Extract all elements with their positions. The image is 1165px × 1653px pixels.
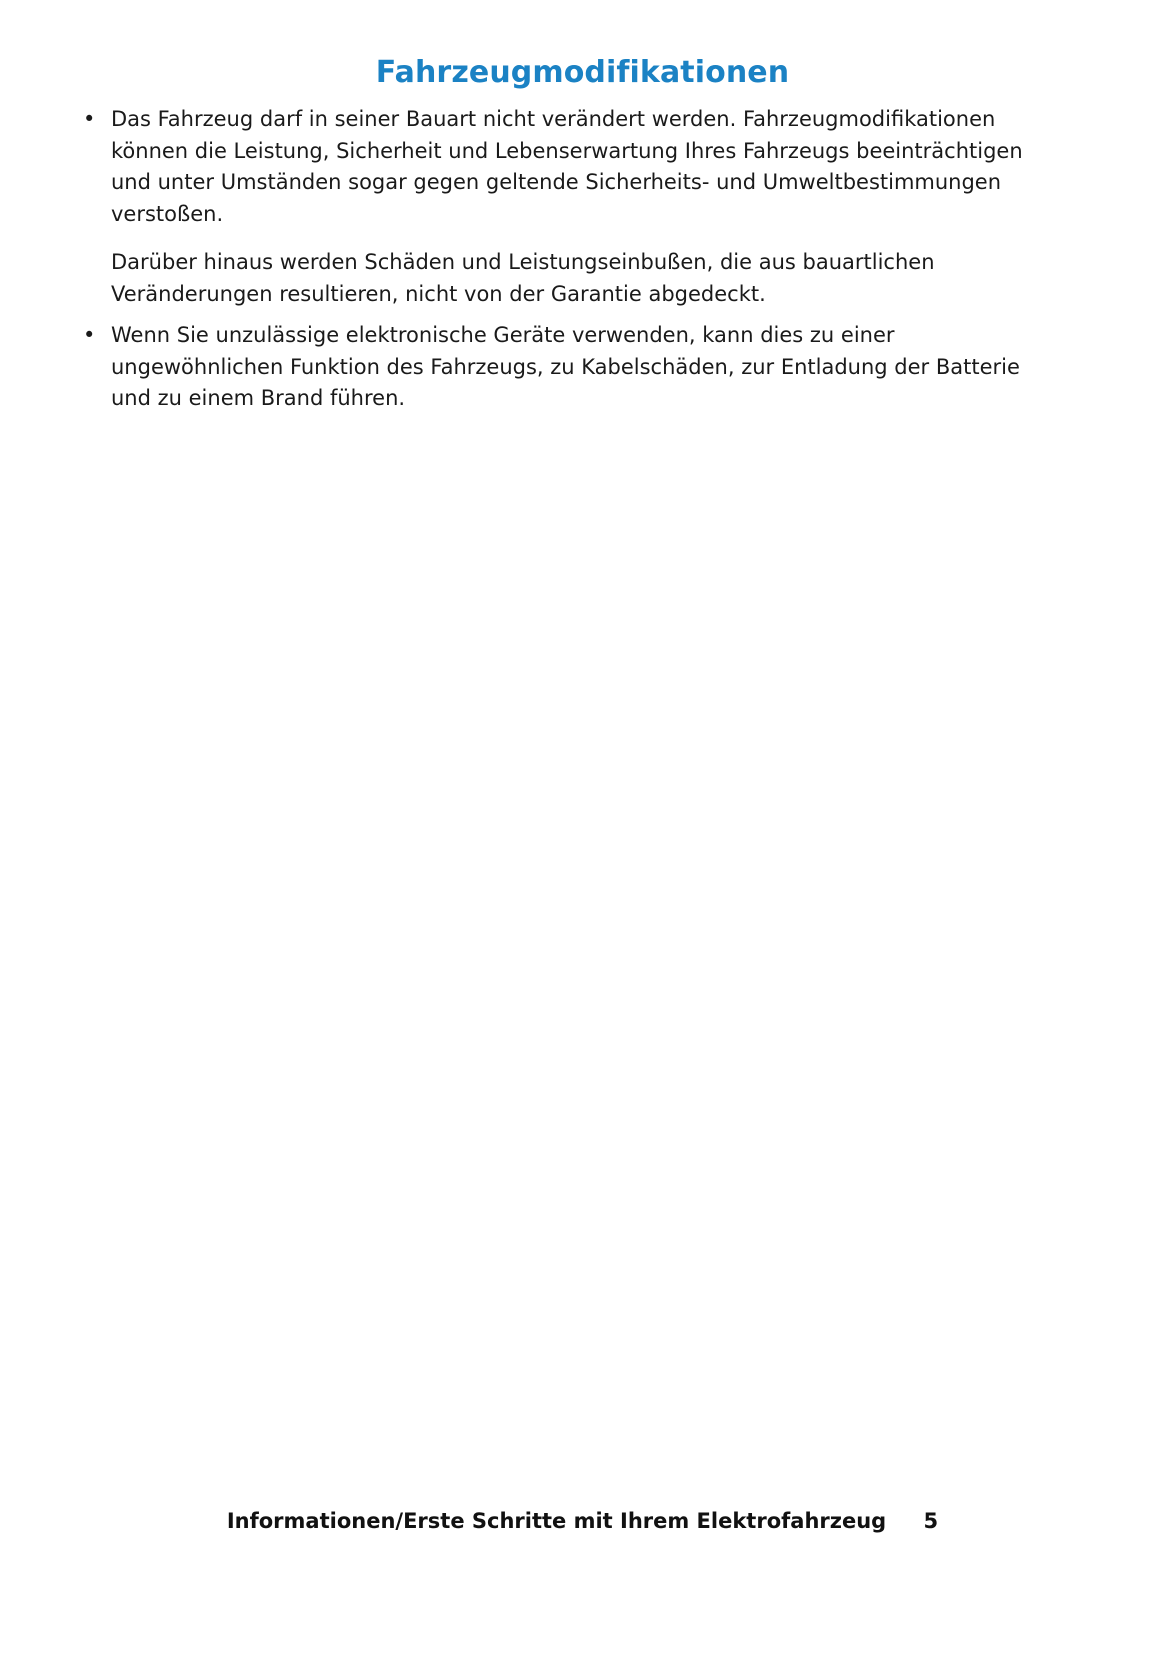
page-title: Fahrzeugmodifikationen [375, 55, 790, 90]
bullet-icon: • [83, 107, 96, 131]
paragraph: Wenn Sie unzulässige elektronische Geräte verwenden, kann dies zu einer ungewöhnlichen Funktion des Fahrzeugs, zu Kabelschäden, zur Entladung der Batterie und zu einem Brand führen. [111, 323, 1020, 410]
paragraph: Darüber hinaus werden Schäden und Leistungseinbußen, die aus bauartlichen Veränderungen resultieren, nicht von der Garantie abgedeckt. [111, 250, 935, 306]
paragraph: Das Fahrzeug darf in seiner Bauart nicht verändert werden. Fahrzeugmodifikationen können die Leistung, Sicherheit und Lebenserwartung Ihres Fahrzeugs beeinträchtigen und unter Umständen sogar gegen geltende Sicherheits- und Umweltbestimmungen verstoßen. [111, 107, 1023, 226]
footer-section-label: Informationen/Erste Schritte mit Ihrem Elektrofahrzeug [226, 1509, 887, 1533]
list-item [78, 320, 1033, 415]
list-item [78, 104, 1033, 310]
page-footer [0, 1509, 1165, 1533]
bullet-icon: • [83, 323, 96, 347]
document-body [78, 104, 1033, 425]
page-number: 5 [923, 1509, 939, 1533]
